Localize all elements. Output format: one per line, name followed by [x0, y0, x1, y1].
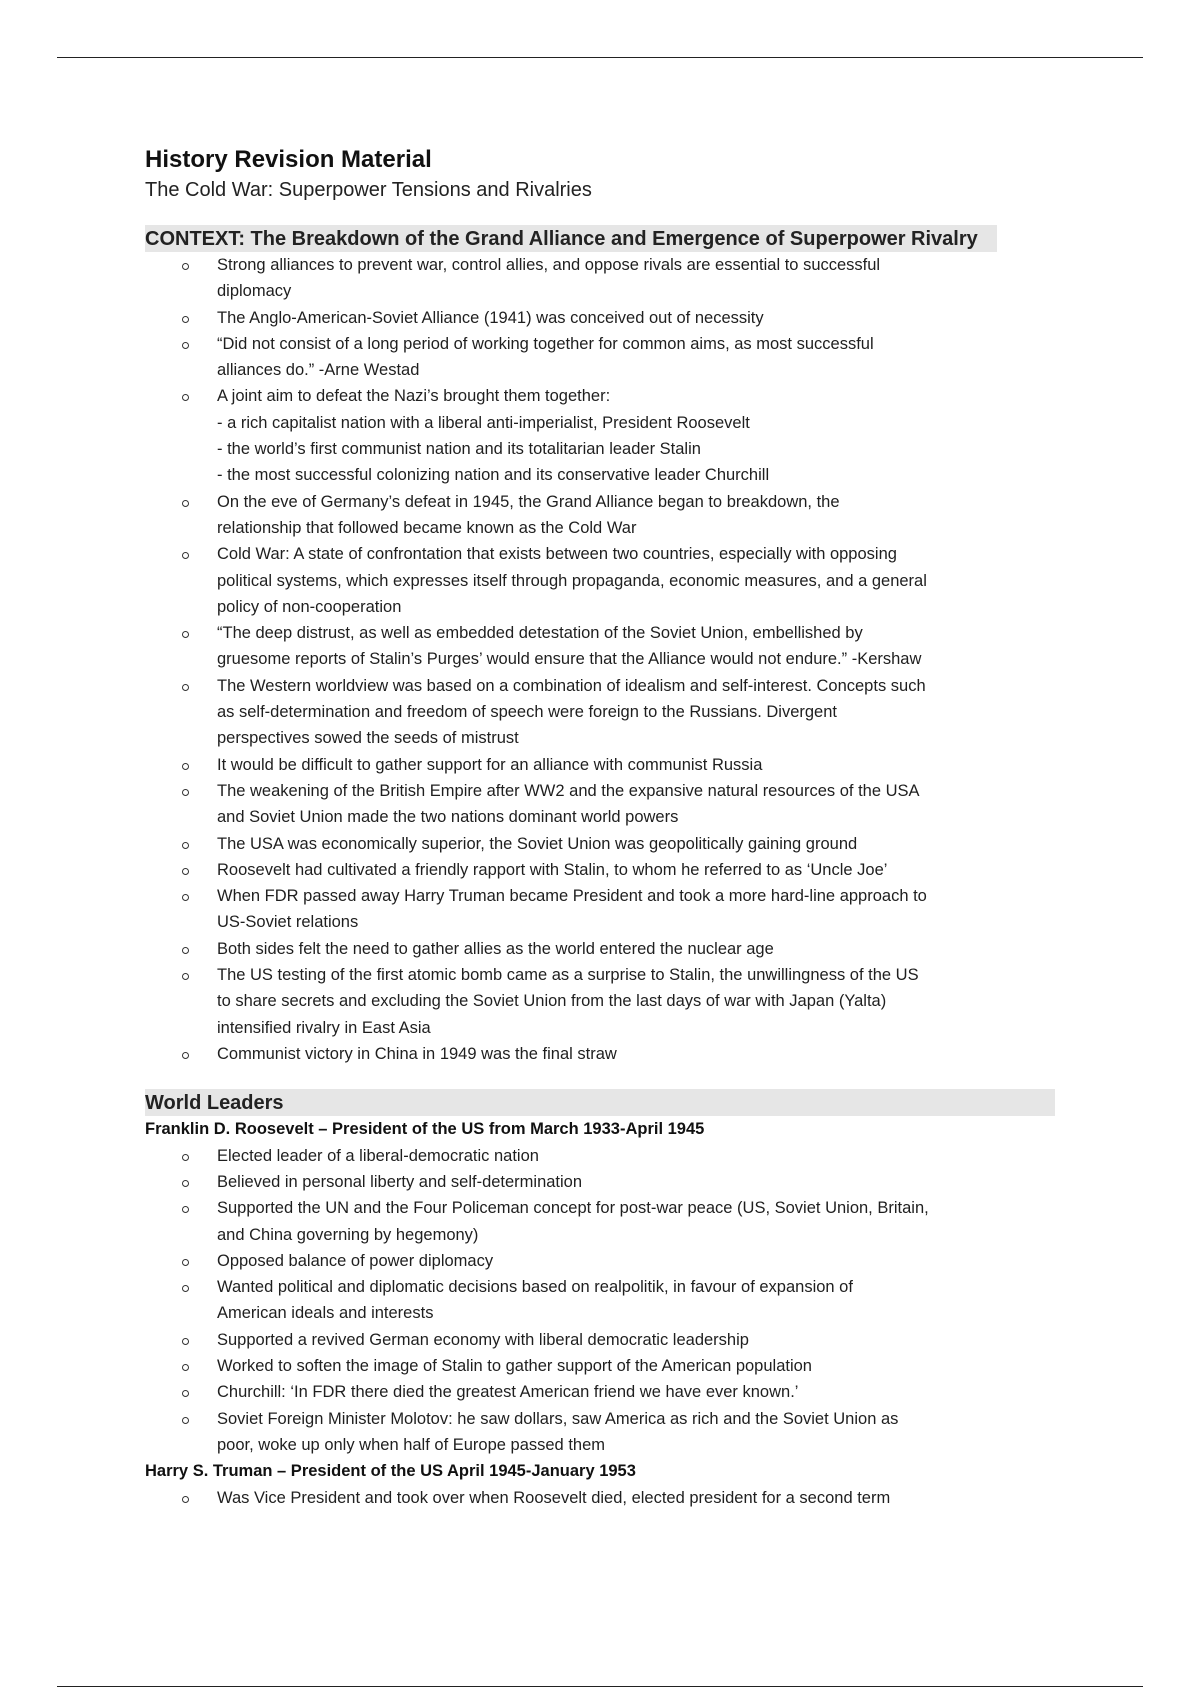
- list-item: [217, 752, 1057, 778]
- truman-heading: Harry S. Truman – President of the US April 1945-January 1953: [145, 1462, 636, 1481]
- circle-bullet-icon: [182, 684, 189, 691]
- roosevelt-heading: Franklin D. Roosevelt – President of the US from March 1933-April 1945: [145, 1120, 705, 1139]
- list-item: [217, 1169, 1057, 1195]
- list-item: [217, 1041, 1057, 1067]
- list-item-text: The Western worldview was based on a combination of idealism and self-interest. Concepts such: [217, 676, 926, 695]
- list-item-text: and Soviet Union made the two nations dominant world powers: [217, 808, 679, 827]
- list-item: [217, 1195, 1057, 1248]
- circle-bullet-icon: [182, 763, 189, 770]
- list-item-text: to share secrets and excluding the Soviet Union from the last days of war with Japan (Yalta): [217, 992, 887, 1011]
- list-item: [217, 1406, 1057, 1459]
- circle-bullet-icon: [182, 1052, 189, 1059]
- list-item-text: Both sides felt the need to gather allies as the world entered the nuclear age: [217, 939, 774, 958]
- circle-bullet-icon: [182, 1259, 189, 1266]
- list-item-text: Roosevelt had cultivated a friendly rapport with Stalin, to whom he referred to as ‘Uncle Joe’: [217, 860, 888, 879]
- list-item: [217, 831, 1057, 857]
- list-item-text: It would be difficult to gather support for an alliance with communist Russia: [217, 755, 763, 774]
- list-item-text: Supported the UN and the Four Policeman concept for post-war peace (US, Soviet Union, Britain,: [217, 1199, 929, 1218]
- list-item-text: Supported a revived German economy with liberal democratic leadership: [217, 1330, 749, 1349]
- circle-bullet-icon: [182, 316, 189, 323]
- list-item-text: gruesome reports of Stalin’s Purges’ would ensure that the Alliance would not endure.” -Kershaw: [217, 650, 922, 669]
- list-item-text: poor, woke up only when half of Europe passed them: [217, 1435, 605, 1454]
- list-item-text: The USA was economically superior, the Soviet Union was geopolitically gaining ground: [217, 834, 858, 853]
- context-bullet-list: [145, 252, 1057, 1067]
- list-item-text: American ideals and interests: [217, 1304, 434, 1323]
- circle-bullet-icon: [182, 1496, 189, 1503]
- list-item-text: Churchill: ‘In FDR there died the greatest American friend we have ever known.’: [217, 1383, 799, 1402]
- document-title: History Revision Material: [145, 146, 432, 173]
- circle-bullet-icon: [182, 552, 189, 559]
- circle-bullet-icon: [182, 263, 189, 270]
- list-item-text: “Did not consist of a long period of working together for common aims, as most successful: [217, 334, 874, 353]
- list-item-text: The weakening of the British Empire after WW2 and the expansive natural resources of the USA: [217, 781, 920, 800]
- list-item: [217, 252, 1057, 305]
- list-item-text: intensified rivalry in East Asia: [217, 1018, 431, 1037]
- list-item: [217, 1327, 1057, 1353]
- list-item: [217, 1379, 1057, 1405]
- document-subtitle: The Cold War: Superpower Tensions and Rivalries: [145, 179, 592, 201]
- list-item: [217, 620, 1057, 673]
- circle-bullet-icon: [182, 1338, 189, 1345]
- list-item: [217, 1143, 1057, 1169]
- circle-bullet-icon: [182, 789, 189, 796]
- list-item-text: perspectives sowed the seeds of mistrust: [217, 729, 519, 748]
- list-item-text: policy of non-cooperation: [217, 597, 402, 616]
- list-item-text: Strong alliances to prevent war, control allies, and oppose rivals are essential to successful: [217, 256, 881, 274]
- list-item: [217, 962, 1057, 1041]
- circle-bullet-icon: [182, 1417, 189, 1424]
- list-item: [217, 1248, 1057, 1274]
- list-item-text: Wanted political and diplomatic decisions based on realpolitik, in favour of expansion of: [217, 1278, 853, 1297]
- context-heading: CONTEXT: The Breakdown of the Grand Alliance and Emergence of Superpower Rivalry: [145, 225, 997, 252]
- list-item: [217, 1274, 1057, 1327]
- circle-bullet-icon: [182, 1390, 189, 1397]
- list-item-text: Opposed balance of power diplomacy: [217, 1251, 494, 1270]
- list-item-text: A joint aim to defeat the Nazi’s brought them together:: [217, 387, 611, 406]
- list-item-text: Soviet Foreign Minister Molotov: he saw dollars, saw America as rich and the Soviet Union as: [217, 1409, 899, 1428]
- circle-bullet-icon: [182, 394, 189, 401]
- circle-bullet-icon: [182, 342, 189, 349]
- circle-bullet-icon: [182, 1364, 189, 1371]
- list-item-text: diplomacy: [217, 282, 292, 301]
- list-item-text: - the world’s first communist nation and its totalitarian leader Stalin: [217, 440, 701, 459]
- list-item-text: alliances do.” -Arne Westad: [217, 361, 420, 380]
- list-item-text: - the most successful colonizing nation and its conservative leader Churchill: [217, 466, 770, 485]
- list-item-text: political systems, which expresses itself through propaganda, economic measures, and a general: [217, 571, 927, 590]
- roosevelt-bullet-list: [145, 1143, 1057, 1459]
- list-item: [217, 383, 1057, 488]
- circle-bullet-icon: [182, 1154, 189, 1161]
- list-item-text: US-Soviet relations: [217, 913, 359, 932]
- circle-bullet-icon: [182, 1285, 189, 1292]
- list-item: [217, 1353, 1057, 1379]
- list-item-text: Cold War: A state of confrontation that exists between two countries, especially with opposing: [217, 545, 897, 564]
- list-item: [217, 673, 1057, 752]
- list-item-text: The Anglo-American-Soviet Alliance (1941) was conceived out of necessity: [217, 308, 764, 327]
- truman-bullet-list: [145, 1485, 1057, 1511]
- list-item: [217, 1485, 1057, 1511]
- document-body: [145, 145, 1057, 1511]
- circle-bullet-icon: [182, 894, 189, 901]
- list-item-text: When FDR passed away Harry Truman became President and took a more hard-line approach to: [217, 887, 927, 906]
- list-item-text: Elected leader of a liberal-democratic nation: [217, 1146, 539, 1165]
- circle-bullet-icon: [182, 842, 189, 849]
- circle-bullet-icon: [182, 868, 189, 875]
- list-item-text: “The deep distrust, as well as embedded detestation of the Soviet Union, embellished by: [217, 624, 863, 643]
- world-leaders-heading: World Leaders: [145, 1089, 1055, 1116]
- list-item-text: and China governing by hegemony): [217, 1225, 479, 1244]
- list-item-text: - a rich capitalist nation with a liberal anti-imperialist, President Roosevelt: [217, 413, 750, 432]
- list-item: [217, 778, 1057, 831]
- list-item-text: relationship that followed became known as the Cold War: [217, 518, 637, 537]
- circle-bullet-icon: [182, 1180, 189, 1187]
- list-item: [217, 331, 1057, 384]
- list-item-text: Believed in personal liberty and self-determination: [217, 1173, 583, 1191]
- circle-bullet-icon: [182, 631, 189, 638]
- circle-bullet-icon: [182, 973, 189, 980]
- header-rule: [57, 57, 1143, 58]
- circle-bullet-icon: [182, 947, 189, 954]
- list-item: [217, 541, 1057, 620]
- list-item: [217, 883, 1057, 936]
- list-item-text: Was Vice President and took over when Roosevelt died, elected president for a second term: [217, 1488, 891, 1507]
- footer-rule: [57, 1686, 1143, 1687]
- list-item: [217, 489, 1057, 542]
- list-item-text: as self-determination and freedom of speech were foreign to the Russians. Divergent: [217, 703, 837, 722]
- circle-bullet-icon: [182, 500, 189, 507]
- list-item: [217, 305, 1057, 331]
- list-item-text: The US testing of the first atomic bomb came as a surprise to Stalin, the unwillingness of the US: [217, 966, 919, 985]
- list-item-text: Communist victory in China in 1949 was the final straw: [217, 1044, 617, 1063]
- circle-bullet-icon: [182, 1206, 189, 1213]
- list-item: [217, 857, 1057, 883]
- list-item: [217, 936, 1057, 962]
- list-item-text: Worked to soften the image of Stalin to gather support of the American population: [217, 1357, 812, 1376]
- list-item-text: On the eve of Germany’s defeat in 1945, the Grand Alliance began to breakdown, the: [217, 492, 840, 511]
